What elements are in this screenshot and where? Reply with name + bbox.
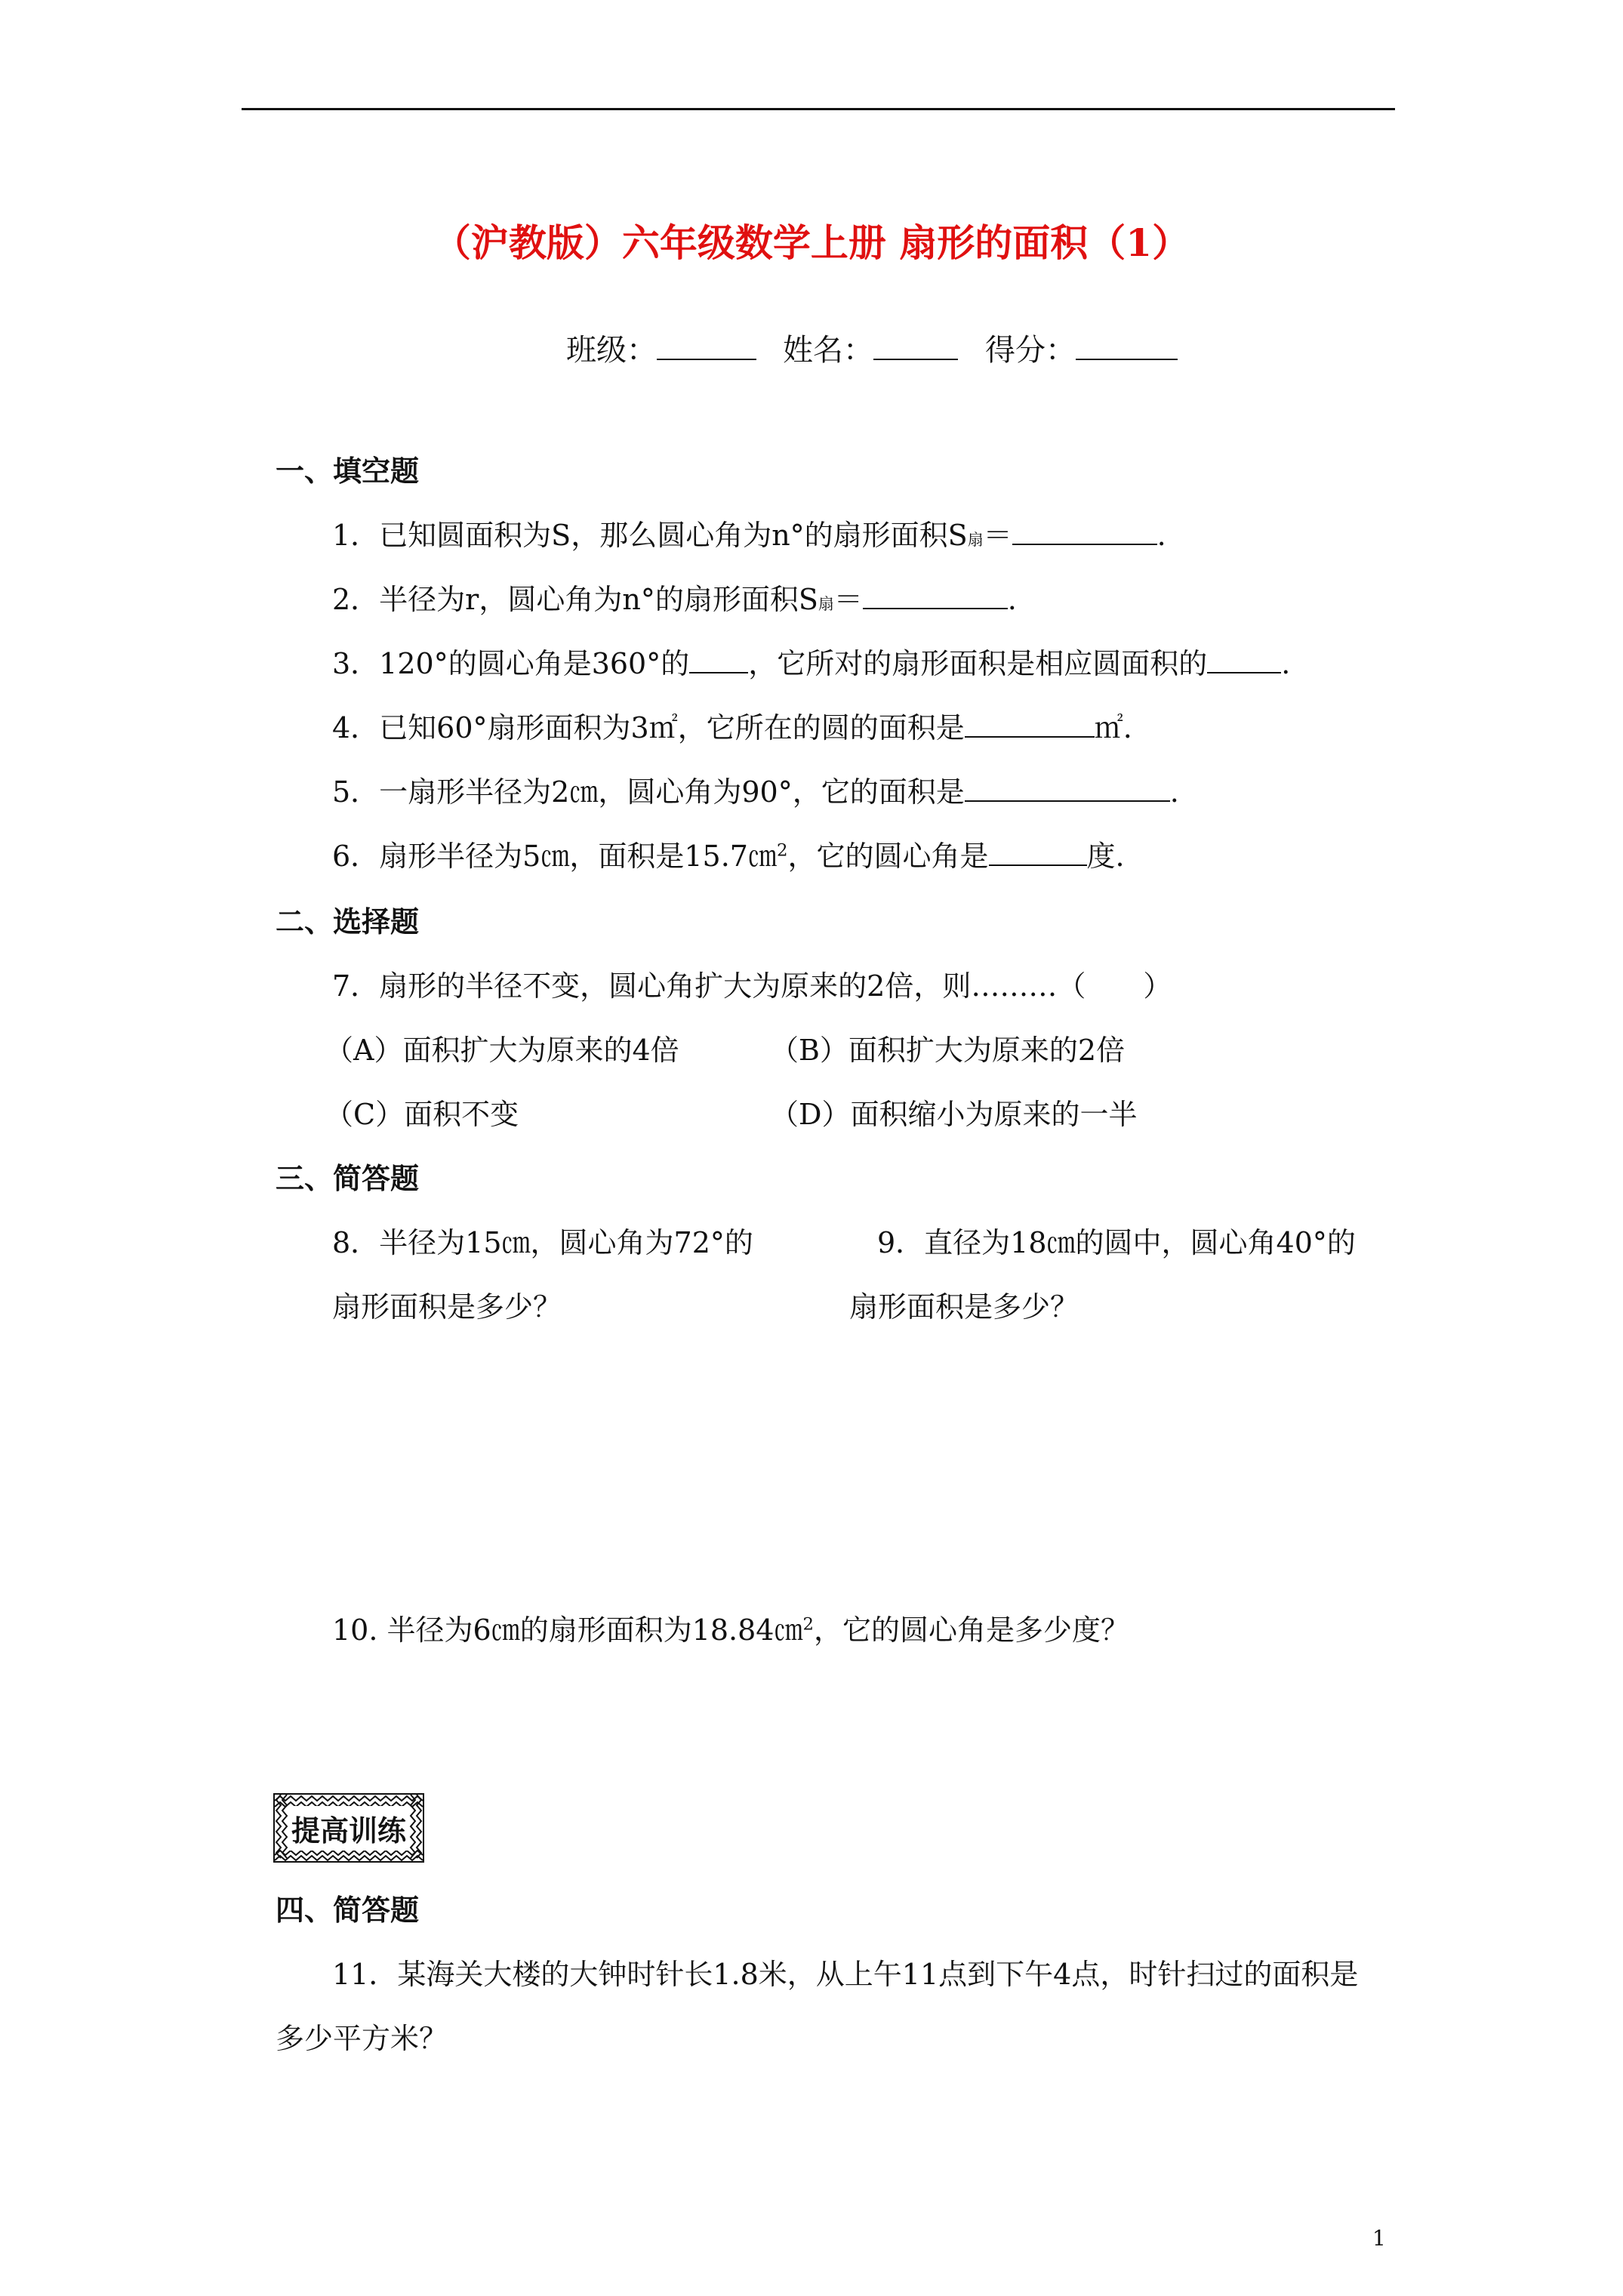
page-title: （沪教版）六年级数学上册 扇形的面积（1） [433,220,1190,265]
question-3: 3．120°的圆心角是360°的 ，它所对的扇形面积是相应圆面积的 . [332,640,1290,682]
question-4: 4．已知60°扇形面积为3㎡，它所在的圆的面积是 ㎡. [332,704,1132,746]
class-blank[interactable] [657,327,756,360]
section-short-answer-2: 四、简答题 [276,1893,420,1927]
question-8-line2: 扇形面积是多少？ [332,1290,562,1324]
score-label: 得分： [985,333,1076,368]
badge-label: 提高训练 [288,1806,409,1851]
q5-blank[interactable] [965,770,1170,802]
q4-blank[interactable] [965,706,1095,738]
option-a[interactable]: （A）面积扩大为原来的4倍 [325,1034,679,1067]
q2-blank[interactable] [863,578,1008,609]
question-1: 1．已知圆面积为S，那么圆心角为n°的扇形面积S扇＝ . [332,512,1166,553]
name-blank[interactable] [873,327,958,360]
option-b[interactable]: （B）面积扩大为原来的2倍 [770,1034,1126,1067]
option-c[interactable]: （C）面积不变 [325,1098,519,1131]
section-fill-in: 一、填空题 [276,454,420,488]
question-7-stem: 7．扇形的半径不变，圆心角扩大为原来的2倍，则………（ ） [332,969,1172,1003]
question-6: 6．扇形半径为5㎝，面积是15.7㎝$^2$，它的圆心角是 度. [332,833,1125,874]
question-2: 2．半径为r，圆心角为n°的扇形面积S扇＝ . [332,576,1017,618]
name-label: 姓名： [783,333,873,368]
question-11-line1: 11．某海关大楼的大钟时针长1.8米，从上午11点到下午4点，时针扫过的面积是 [332,1958,1359,1991]
question-11-line2: 多少平方米？ [276,2022,448,2055]
header-rule [242,108,1395,110]
class-field [566,326,756,369]
page-number: 1 [1372,2226,1386,2251]
score-blank[interactable] [1076,327,1178,360]
question-9-line1: 9．直径为18㎝的圆中，圆心角40°的 [877,1226,1356,1259]
q6-blank[interactable] [989,834,1087,866]
q3-blank-1[interactable] [689,642,748,673]
question-5: 5．一扇形半径为2㎝，圆心角为90°，它的面积是 . [332,769,1179,810]
question-9-line2: 扇形面积是多少？ [849,1290,1079,1324]
score-field [985,326,1178,369]
question-10: 10. 半径为6㎝的扇形面积为18.84㎝$^2$，它的圆心角是多少度？ [332,1613,1130,1647]
class-label: 班级： [566,333,657,368]
section-choice: 二、选择题 [276,905,420,938]
section-short-answer: 三、简答题 [276,1161,420,1195]
improvement-badge [273,1793,424,1863]
q1-blank[interactable] [1012,513,1157,545]
q3-blank-2[interactable] [1207,642,1281,673]
name-field [783,326,958,369]
option-d[interactable]: （D）面积缩小为原来的一半 [770,1098,1138,1131]
question-8-line1: 8．半径为15㎝，圆心角为72°的 [332,1226,753,1259]
